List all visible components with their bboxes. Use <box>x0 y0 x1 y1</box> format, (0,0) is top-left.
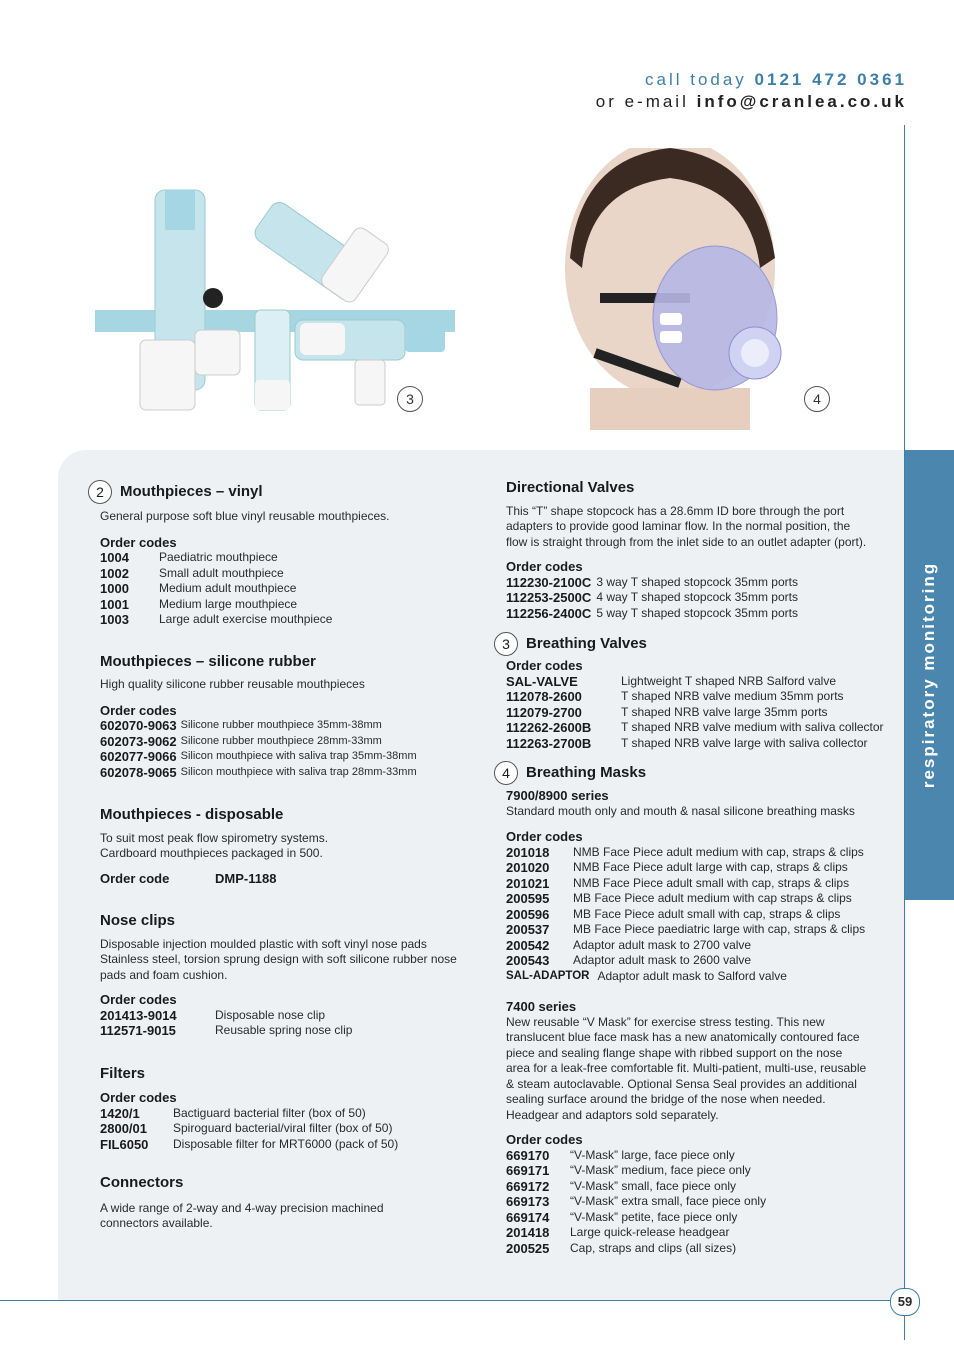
section-desc: pads and foam cushion. <box>100 967 228 982</box>
section-desc: Headgear and adaptors sold separately. <box>506 1107 719 1122</box>
order-codes-label: Order codes <box>506 559 583 574</box>
list-item: SAL-ADAPTOR Adaptor adult mask to Salford valve <box>506 968 787 983</box>
list-item: 112256-2400C 5 way T shaped stopcock 35mm ports <box>506 605 798 621</box>
list-item: 1001 Medium large mouthpiece <box>100 596 298 612</box>
order-codes-label: Order codes <box>506 829 583 844</box>
section-desc: Disposable injection moulded plastic with soft vinyl nose pads <box>100 936 427 951</box>
list-item: 112079-2700 T shaped NRB valve large 35mm ports <box>506 704 828 720</box>
phone-number[interactable]: 0121 472 0361 <box>754 70 907 89</box>
section-number-3: 3 <box>494 632 518 656</box>
page-number: 59 <box>890 1288 920 1316</box>
list-item: 200542 Adaptor adult mask to 2700 valve <box>506 937 752 953</box>
list-item: 112262-2600B T shaped NRB valve medium with saliva collector <box>506 720 884 735</box>
list-item: 669170 “V-Mask” large, face piece only <box>506 1147 735 1163</box>
list-item: 602073-9062 Silicone rubber mouthpiece 28mm-33mm <box>100 733 382 749</box>
list-item: 112230-2100C 3 way T shaped stopcock 35mm ports <box>506 574 798 590</box>
section-desc: flow is straight through from the inlet side to an outlet adapter (port). <box>506 534 867 549</box>
nose-clips-heading: Nose clips <box>100 912 176 929</box>
list-item: 1004 Paediatric mouthpiece <box>100 550 278 565</box>
section-desc: A wide range of 2-way and 4-way precision machined <box>100 1200 384 1215</box>
list-item: 200537 MB Face Piece paediatric large with cap, straps & clips <box>506 922 866 937</box>
list-item: 602070-9063 Silicone rubber mouthpiece 35mm-38mm <box>100 718 382 733</box>
section-desc: New reusable “V Mask” for exercise stress testing. This new <box>506 1014 825 1029</box>
call-label: call today <box>644 70 747 89</box>
list-item: 200543 Adaptor adult mask to 2600 valve <box>506 953 752 968</box>
list-item: 669172 “V-Mask” small, face piece only <box>506 1178 737 1194</box>
filters-heading: Filters <box>100 1064 146 1082</box>
list-item: 1003 Large adult exercise mouthpiece <box>100 612 333 627</box>
mouthpieces-vinyl-heading <box>88 480 483 504</box>
photo-badge-3: 3 <box>397 386 423 412</box>
list-item: 112253-2500C 4 way T shaped stopcock 35mm ports <box>506 590 798 605</box>
section-desc: area for a leak-free comfortable fit. Multi-patient, multi-use, reusable <box>506 1061 867 1075</box>
list-item: 1000 Medium adult mouthpiece <box>100 581 297 596</box>
connectors-heading: Connectors <box>100 1174 184 1191</box>
list-item: 112571-9015 Reusable spring nose clip <box>100 1023 353 1038</box>
list-item: 200595 MB Face Piece adult medium with cap straps & clips <box>506 891 852 906</box>
section-desc: High quality silicone rubber reusable mouthpieces <box>100 677 365 691</box>
list-item: 201018 NMB Face Piece adult medium with cap, straps & clips <box>506 844 864 860</box>
list-item: 2800/01 Spiroguard bacterial/viral filter (box of 50) <box>100 1121 393 1136</box>
order-codes-label: Order codes <box>100 534 177 550</box>
section-desc: Stainless steel, torsion sprung design with soft silicone rubber nose <box>100 952 457 966</box>
mouthpieces-disposable-heading: Mouthpieces - disposable <box>100 806 284 823</box>
list-item: 200596 MB Face Piece adult small with cap, straps & clips <box>506 906 841 922</box>
breathing-mask-photo <box>540 148 800 430</box>
list-item: 669173 “V-Mask” extra small, face piece only <box>506 1194 767 1209</box>
section-desc: General purpose soft blue vinyl reusable mouthpieces. <box>100 509 390 523</box>
list-item: FIL6050 Disposable filter for MRT6000 (pack of 50) <box>100 1136 399 1152</box>
section-desc: piece and sealing flange shape with ribbed support on the nose <box>506 1045 843 1060</box>
section-title: Mouthpieces – vinyl <box>120 483 263 501</box>
list-item: 201413-9014 Disposable nose clip <box>100 1007 326 1023</box>
right-column <box>494 480 894 1256</box>
list-item: 201021 NMB Face Piece adult small with cap, straps & clips <box>506 875 850 891</box>
section-desc: adapters to provide good laminar flow. In the normal position, the <box>506 519 851 533</box>
breathing-valves-photo <box>95 180 455 420</box>
section-title: Breathing Valves <box>526 635 647 653</box>
list-item: 669171 “V-Mask” medium, face piece only <box>506 1163 751 1178</box>
bottom-rule <box>0 1300 904 1301</box>
breathing-masks-heading <box>494 761 894 785</box>
directional-valves-heading: Directional Valves <box>506 479 635 496</box>
series-label: 7400 series <box>506 999 577 1014</box>
list-item: 201020 NMB Face Piece adult large with cap, straps & clips <box>506 860 848 875</box>
list-item: 1002 Small adult mouthpiece <box>100 565 284 581</box>
list-item: 669174 “V-Mask” petite, face piece only <box>506 1209 738 1225</box>
list-item: 602078-9065 Silicon mouthpiece with saliva trap 28mm-33mm <box>100 764 417 780</box>
list-item: 200525 Cap, straps and clips (all sizes) <box>506 1240 737 1256</box>
order-code-row: Order code DMP-1188 <box>100 870 277 886</box>
section-desc: connectors available. <box>100 1216 213 1230</box>
list-item: 1420/1 Bactiguard bacterial filter (box of 50) <box>100 1105 366 1121</box>
section-number-2: 2 <box>88 480 112 504</box>
email-link[interactable]: info@cranlea.co.uk <box>696 92 907 111</box>
section-desc: This “T” shape stopcock has a 28.6mm ID bore through the port <box>506 503 845 518</box>
order-codes-label: Order codes <box>100 1090 177 1105</box>
section-desc: To suit most peak flow spirometry systems. <box>100 830 329 845</box>
breathing-valves-heading <box>494 632 894 656</box>
left-column <box>88 480 483 1232</box>
call-line <box>645 70 907 90</box>
list-item: SAL-VALVE Lightweight T shaped NRB Salford valve <box>506 673 837 689</box>
order-codes-label: Order codes <box>506 658 583 673</box>
section-desc: & steam autoclavable. Optional Sensa Seal provides an additional <box>506 1076 857 1091</box>
section-desc: translucent blue face mask has a new anatomically contoured face <box>506 1030 860 1044</box>
list-item: 112078-2600 T shaped NRB valve medium 35mm ports <box>506 689 844 704</box>
mouthpieces-silicone-heading: Mouthpieces – silicone rubber <box>100 652 316 670</box>
section-number-4: 4 <box>494 761 518 785</box>
section-desc: Cardboard mouthpieces packaged in 500. <box>100 846 323 860</box>
section-desc: Standard mouth only and mouth & nasal silicone breathing masks <box>506 803 855 818</box>
photo-badge-4: 4 <box>804 386 830 412</box>
list-item: 112263-2700B T shaped NRB valve large with saliva collector <box>506 735 868 751</box>
email-label: or e-mail <box>595 92 689 111</box>
order-codes-label: Order codes <box>506 1132 583 1147</box>
section-desc: sealing surface around the bridge of the nose when needed. <box>506 1092 826 1106</box>
order-codes-label: Order codes <box>100 702 177 718</box>
series-label: 7900/8900 series <box>506 788 609 803</box>
list-item: 201418 Large quick-release headgear <box>506 1225 730 1240</box>
email-line <box>596 92 907 112</box>
section-title: Breathing Masks <box>526 764 647 782</box>
order-codes-label: Order codes <box>100 992 177 1007</box>
side-tab-label: respiratory monitoring <box>919 561 938 789</box>
list-item: 602077-9066 Silicon mouthpiece with saliva trap 35mm-38mm <box>100 749 417 764</box>
